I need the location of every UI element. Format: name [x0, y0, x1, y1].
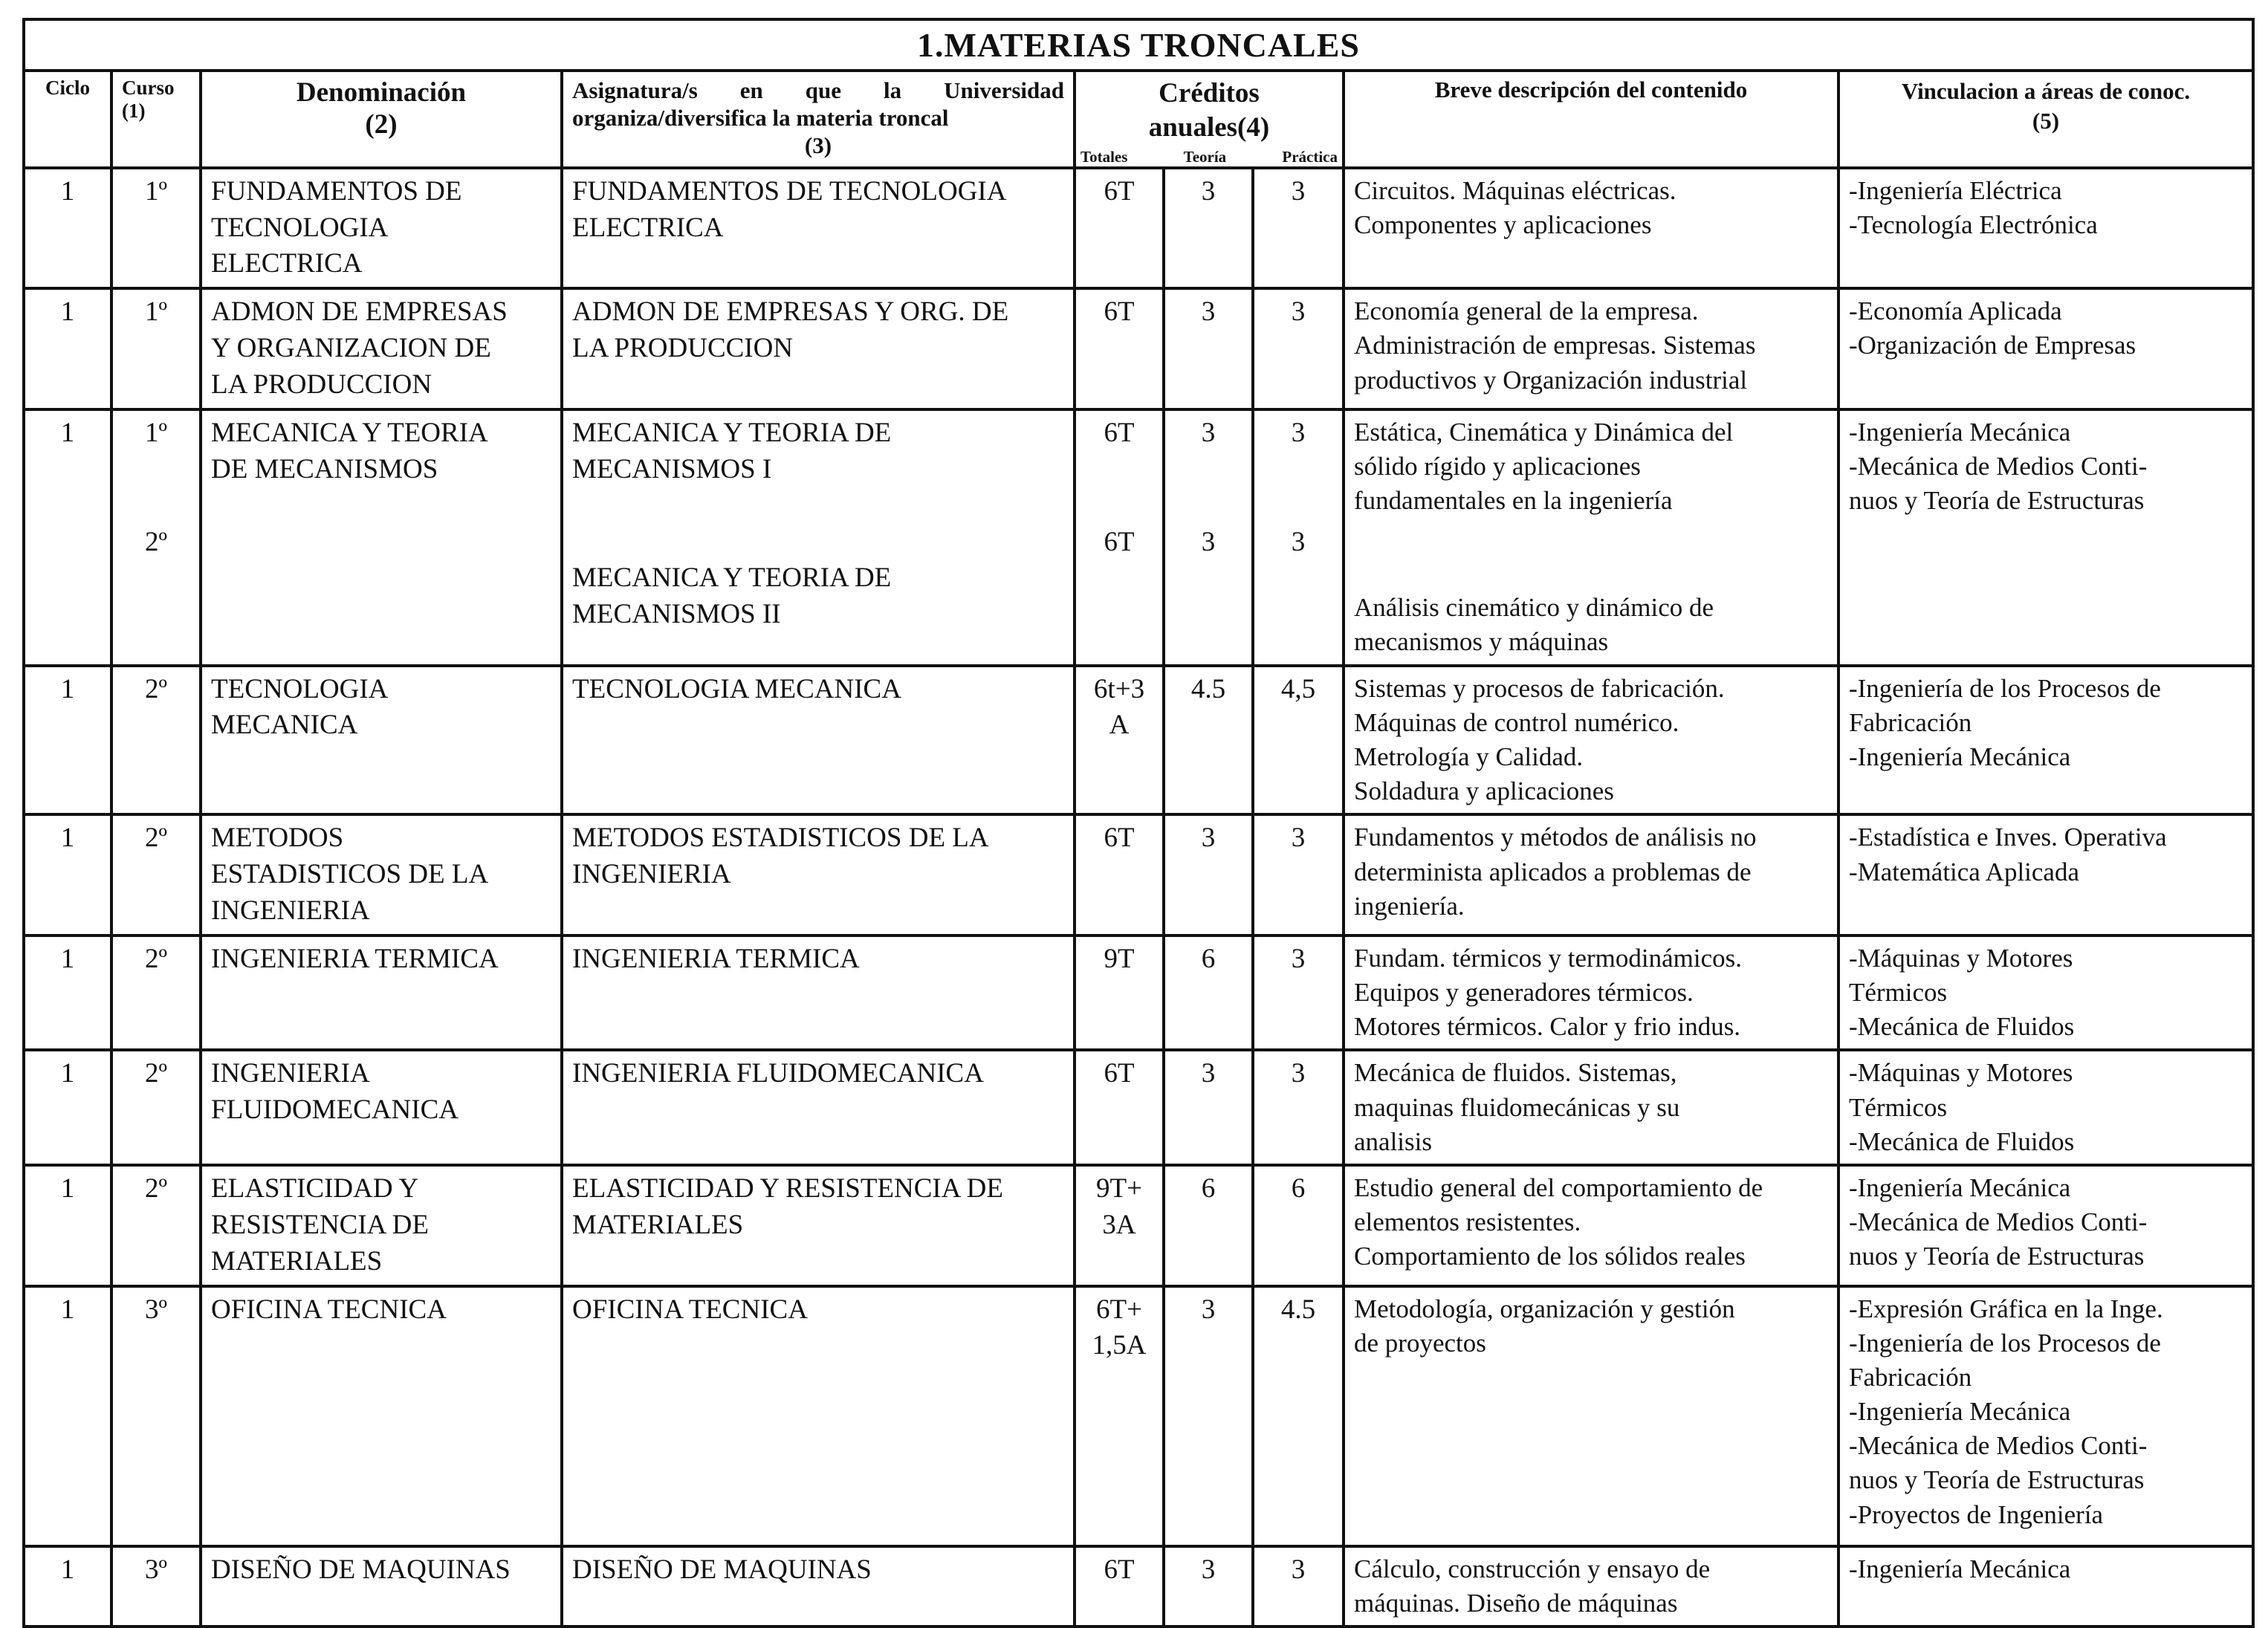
- cell-creditos-totales: [1075, 1165, 1164, 1285]
- asignatura-line: METODOS ESTADISTICOS DE LA: [572, 823, 989, 854]
- cell-creditos-totales: [1075, 1546, 1164, 1627]
- denominacion-line: FUNDAMENTOS DE: [211, 175, 462, 207]
- cell-creditos-teoria: [1164, 288, 1253, 409]
- descripcion-line: mecanismos y máquinas: [1354, 627, 1609, 657]
- descripcion-line: productivos y Organización industrial: [1354, 365, 1748, 395]
- sub-descripcion: [1354, 591, 1828, 659]
- practica-value: 6: [1291, 1173, 1306, 1204]
- asignatura-line: FUNDAMENTOS DE TECNOLOGIA: [572, 175, 1007, 207]
- header-denominacion-label: Denominación: [296, 77, 467, 108]
- vinculacion-line: -Economía Aplicada: [1849, 296, 2062, 326]
- asignatura-line: INGENIERIA TERMICA: [572, 943, 860, 974]
- totales-value: 6T+: [1096, 1294, 1142, 1325]
- cell-asignatura: [562, 814, 1075, 935]
- denominacion-line: INGENIERIA: [211, 1058, 370, 1089]
- teoria-value: 6: [1201, 943, 1216, 974]
- cell-curso: [111, 1286, 201, 1546]
- table-row: [24, 288, 2253, 409]
- sub-practica: [1257, 525, 1339, 561]
- asignatura-line: TECNOLOGIA MECANICA: [572, 673, 901, 704]
- vinculacion-line: -Organización de Empresas: [1849, 331, 2136, 360]
- asignatura-line: INGENIERIA FLUIDOMECANICA: [572, 1058, 984, 1089]
- header-creditos-subcolumns: [1076, 147, 1342, 166]
- cell-creditos-teoria: [1164, 1050, 1253, 1165]
- cell-creditos-totales: [1075, 409, 1164, 666]
- descripcion-line: fundamentales en la ingeniería: [1354, 486, 1673, 516]
- cell-creditos-practica: [1253, 1546, 1344, 1627]
- descripcion-line: Estática, Cinemática y Dinámica del: [1354, 417, 1734, 447]
- practica-value: 3: [1291, 175, 1306, 207]
- denominacion-line: DE MECANISMOS: [211, 453, 438, 484]
- table-row: [24, 1050, 2253, 1165]
- ciclo-value: 1: [60, 1294, 75, 1325]
- denominacion-line: MECANICA: [211, 710, 358, 741]
- cell-curso: [111, 1546, 201, 1627]
- header-curso-label: Curso: [122, 77, 175, 99]
- table-row: [24, 1165, 2253, 1285]
- descripcion-line: Fundamentos y métodos de análisis no: [1354, 823, 1757, 852]
- asignatura-line: INGENIERIA: [572, 859, 731, 890]
- cell-vinculacion: [1838, 288, 2253, 409]
- teoria-value: 3: [1201, 526, 1216, 557]
- table-body: [24, 168, 2253, 1627]
- vinculacion-line: -Matemática Aplicada: [1849, 857, 2079, 886]
- header-creditos: [1075, 71, 1344, 168]
- vinculacion-line: -Mecánica de Medios Conti-: [1849, 1207, 2148, 1237]
- denominacion-line: MATERIALES: [211, 1245, 383, 1277]
- header-curso-note: (1): [122, 100, 146, 122]
- vinculacion-line: Fabricación: [1849, 707, 1972, 737]
- cell-creditos-teoria: [1164, 1546, 1253, 1627]
- cell-descripcion: [1344, 288, 1838, 409]
- cell-vinculacion: [1838, 409, 2253, 666]
- cell-curso: [111, 935, 201, 1051]
- descripcion-line: de proyectos: [1354, 1328, 1486, 1358]
- cell-creditos-practica: [1253, 1050, 1344, 1165]
- vinculacion-line: nuos y Teoría de Estructuras: [1849, 1465, 2145, 1495]
- vinculacion-line: -Ingeniería Mecánica: [1849, 742, 2071, 772]
- cell-creditos-teoria: [1164, 935, 1253, 1051]
- descripcion-line: Estudio general del comportamiento de: [1354, 1173, 1763, 1203]
- cell-vinculacion: [1838, 814, 2253, 935]
- asignatura-line: MECANICA Y TEORIA DE: [572, 562, 892, 594]
- ciclo-value: 1: [60, 1554, 75, 1585]
- cell-descripcion: [1344, 1286, 1838, 1546]
- cell-creditos-totales: [1075, 1050, 1164, 1165]
- cell-descripcion: [1344, 1050, 1838, 1165]
- curso-value: 2º: [145, 1173, 167, 1204]
- denominacion-line: TECNOLOGIA: [211, 673, 389, 704]
- cell-creditos-practica: [1253, 409, 1344, 666]
- cell-asignatura: [562, 288, 1075, 409]
- header-asignatura-note: (3): [804, 132, 832, 159]
- cell-denominacion: [201, 288, 562, 409]
- descripcion-line: Equipos y generadores térmicos.: [1354, 978, 1694, 1008]
- vinculacion-line: -Ingeniería Mecánica: [1849, 1397, 2071, 1427]
- cell-asignatura: [562, 1050, 1075, 1165]
- descripcion-line: Economía general de la empresa.: [1354, 296, 1699, 326]
- totales-value: 1,5A: [1092, 1330, 1147, 1361]
- vinculacion-line: -Ingeniería de los Procesos de: [1849, 1328, 2161, 1358]
- practica-value: 3: [1291, 943, 1306, 974]
- vinculacion-line: -Máquinas y Motores: [1849, 1058, 2073, 1088]
- descripcion-line: Administración de empresas. Sistemas: [1354, 331, 1756, 360]
- header-teoria: Teoría: [1183, 147, 1227, 166]
- denominacion-line: INGENIERIA: [211, 895, 370, 927]
- cell-creditos-teoria: [1164, 666, 1253, 815]
- denominacion-line: ELECTRICA: [211, 248, 363, 279]
- table-row: [24, 814, 2253, 935]
- cell-curso: [111, 666, 201, 815]
- header-curso: [111, 71, 201, 168]
- descripcion-line: Cálculo, construcción y ensayo de: [1354, 1554, 1711, 1583]
- totales-value: 6T: [1104, 296, 1135, 328]
- descripcion-line: Metodología, organización y gestión: [1354, 1294, 1735, 1323]
- vinculacion-line: -Estadística e Inves. Operativa: [1849, 823, 2167, 852]
- cell-creditos-totales: [1075, 935, 1164, 1051]
- table-row: [24, 1286, 2253, 1546]
- document-page: [22, 18, 2252, 1628]
- header-vinculacion-note: (5): [2032, 108, 2060, 134]
- cell-vinculacion: [1838, 1546, 2253, 1627]
- cell-curso: [111, 814, 201, 935]
- header-row: [24, 71, 2253, 168]
- denominacion-line: ELASTICIDAD Y: [211, 1173, 419, 1204]
- ciclo-value: 1: [60, 673, 75, 704]
- cell-denominacion: [201, 1286, 562, 1546]
- practica-value: 3: [1291, 417, 1306, 448]
- cell-asignatura: [562, 1286, 1075, 1546]
- totales-value: 6T: [1104, 526, 1135, 557]
- totales-value: A: [1109, 710, 1130, 741]
- totales-value: 3A: [1102, 1209, 1136, 1240]
- descripcion-line: maquinas fluidomecánicas y su: [1354, 1092, 1680, 1122]
- descripcion-line: sólido rígido y aplicaciones: [1354, 451, 1641, 481]
- cell-creditos-totales: [1075, 288, 1164, 409]
- vinculacion-line: -Expresión Gráfica en la Inge.: [1849, 1294, 2163, 1323]
- denominacion-line: OFICINA TECNICA: [211, 1294, 447, 1325]
- practica-value: 3: [1291, 1554, 1306, 1585]
- descripcion-line: Máquinas de control numérico.: [1354, 707, 1679, 737]
- header-totales: Totales: [1080, 147, 1128, 166]
- table-row: [24, 168, 2253, 288]
- denominacion-line: LA PRODUCCION: [211, 369, 432, 400]
- cell-ciclo: [24, 409, 111, 666]
- denominacion-line: METODOS: [211, 823, 344, 854]
- ciclo-value: 1: [60, 417, 75, 448]
- cell-ciclo: [24, 1050, 111, 1165]
- header-ciclo-label: Ciclo: [45, 77, 90, 99]
- totales-value: 6T: [1104, 175, 1135, 207]
- descripcion-line: Motores térmicos. Calor y frio indus.: [1354, 1012, 1741, 1042]
- cell-creditos-practica: [1253, 168, 1344, 288]
- denominacion-line: DISEÑO DE MAQUINAS: [211, 1554, 511, 1585]
- vinculacion-line: -Máquinas y Motores: [1849, 943, 2073, 973]
- descripcion-line: determinista aplicados a problemas de: [1354, 857, 1752, 886]
- asignatura-line: MECANISMOS I: [572, 453, 772, 484]
- vinculacion-line: Térmicos: [1849, 1092, 1948, 1122]
- vinculacion-line: -Ingeniería de los Procesos de: [1849, 673, 2161, 703]
- sub-curso: [122, 525, 190, 561]
- cell-creditos-teoria: [1164, 409, 1253, 666]
- cell-curso: [111, 1050, 201, 1165]
- denominacion-line: FLUIDOMECANICA: [211, 1094, 459, 1126]
- header-asignatura-label: Asignatura/s en que la Universidad organiza/diversifica la materia troncal: [572, 77, 1064, 132]
- vinculacion-line: -Mecánica de Fluidos: [1849, 1126, 2075, 1156]
- cell-curso: [111, 168, 201, 288]
- practica-value: 4,5: [1280, 673, 1316, 704]
- cell-denominacion: [201, 1050, 562, 1165]
- vinculacion-line: -Ingeniería Eléctrica: [1849, 175, 2062, 205]
- cell-ciclo: [24, 935, 111, 1051]
- cell-curso: [111, 288, 201, 409]
- cell-descripcion: [1344, 409, 1838, 666]
- curso-value: 1º: [145, 296, 167, 328]
- sub-asignatura: [572, 560, 1064, 633]
- denominacion-line: RESISTENCIA DE: [211, 1209, 429, 1240]
- cell-ciclo: [24, 1286, 111, 1546]
- cell-creditos-teoria: [1164, 168, 1253, 288]
- cell-descripcion: [1344, 814, 1838, 935]
- asignatura-line: DISEÑO DE MAQUINAS: [572, 1554, 872, 1585]
- cell-vinculacion: [1838, 1165, 2253, 1285]
- practica-value: 3: [1291, 823, 1306, 854]
- cell-ciclo: [24, 288, 111, 409]
- asignatura-line: ADMON DE EMPRESAS Y ORG. DE: [572, 296, 1009, 328]
- curso-value: 2º: [145, 526, 167, 557]
- curso-value: 1º: [145, 175, 167, 207]
- descripcion-line: analisis: [1354, 1126, 1432, 1156]
- cell-asignatura: [562, 1546, 1075, 1627]
- cell-ciclo: [24, 666, 111, 815]
- table-row: [24, 935, 2253, 1051]
- cell-creditos-teoria: [1164, 1286, 1253, 1546]
- asignatura-line: MATERIALES: [572, 1209, 744, 1240]
- cell-creditos-practica: [1253, 814, 1344, 935]
- totales-value: 6T: [1104, 417, 1135, 448]
- practica-value: 3: [1291, 526, 1306, 557]
- asignatura-line: ELASTICIDAD Y RESISTENCIA DE: [572, 1173, 1003, 1204]
- descripcion-line: ingeniería.: [1354, 891, 1465, 921]
- cell-curso: [111, 1165, 201, 1285]
- descripcion-line: Sistemas y procesos de fabricación.: [1354, 673, 1725, 703]
- practica-value: 4.5: [1280, 1294, 1316, 1325]
- cell-denominacion: [201, 666, 562, 815]
- cell-vinculacion: [1838, 935, 2253, 1051]
- vinculacion-line: Fabricación: [1849, 1362, 1972, 1392]
- cell-descripcion: [1344, 168, 1838, 288]
- teoria-value: 3: [1201, 1554, 1216, 1585]
- header-vinculacion: [1838, 71, 2253, 168]
- asignatura-line: ELECTRICA: [572, 212, 724, 243]
- cell-ciclo: [24, 1165, 111, 1285]
- cell-vinculacion: [1838, 666, 2253, 815]
- header-descripcion: [1344, 71, 1838, 168]
- sub-teoria: [1168, 525, 1248, 561]
- vinculacion-line: nuos y Teoría de Estructuras: [1849, 1242, 2145, 1271]
- cell-vinculacion: [1838, 1050, 2253, 1165]
- header-practica: Práctica: [1282, 147, 1338, 166]
- cell-denominacion: [201, 814, 562, 935]
- cell-vinculacion: [1838, 168, 2253, 288]
- teoria-value: 6: [1201, 1173, 1216, 1204]
- cell-creditos-totales: [1075, 1286, 1164, 1546]
- cell-creditos-totales: [1075, 168, 1164, 288]
- header-creditos-anuales: anuales(4): [1148, 112, 1270, 143]
- teoria-value: 3: [1201, 175, 1216, 207]
- header-denominacion: [201, 71, 562, 168]
- totales-value: 9T: [1104, 943, 1135, 974]
- descripcion-line: Fundam. térmicos y termodinámicos.: [1354, 943, 1742, 973]
- cell-descripcion: [1344, 1165, 1838, 1285]
- curso-value: 3º: [145, 1294, 167, 1325]
- cell-asignatura: [562, 1165, 1075, 1285]
- cell-denominacion: [201, 1546, 562, 1627]
- vinculacion-line: -Proyectos de Ingeniería: [1849, 1499, 2104, 1529]
- vinculacion-line: -Ingeniería Mecánica: [1849, 1173, 2071, 1203]
- cell-descripcion: [1344, 1546, 1838, 1627]
- cell-asignatura: [562, 168, 1075, 288]
- cell-asignatura: [562, 666, 1075, 815]
- header-descripcion-label: Breve descripción del contenido: [1434, 77, 1748, 103]
- denominacion-line: INGENIERIA TERMICA: [211, 943, 499, 974]
- asignatura-line: MECANISMOS II: [572, 599, 781, 630]
- cell-ciclo: [24, 168, 111, 288]
- descripcion-line: Análisis cinemático y dinámico de: [1354, 593, 1714, 623]
- totales-value: 6T: [1104, 1058, 1135, 1089]
- practica-value: 3: [1291, 1058, 1306, 1089]
- asignatura-line: MECANICA Y TEORIA DE: [572, 417, 892, 448]
- practica-value: 3: [1291, 296, 1306, 328]
- vinculacion-line: -Tecnología Electrónica: [1849, 210, 2098, 239]
- denominacion-line: ADMON DE EMPRESAS: [211, 296, 508, 328]
- descripcion-line: Componentes y aplicaciones: [1354, 210, 1652, 239]
- header-creditos-label: Créditos: [1159, 78, 1260, 108]
- descripcion-line: elementos resistentes.: [1354, 1207, 1581, 1237]
- vinculacion-line: nuos y Teoría de Estructuras: [1849, 486, 2145, 516]
- header-asignatura: [562, 71, 1075, 168]
- ciclo-value: 1: [60, 1058, 75, 1089]
- cell-creditos-practica: [1253, 1165, 1344, 1285]
- cell-denominacion: [201, 409, 562, 666]
- vinculacion-line: -Mecánica de Medios Conti-: [1849, 1431, 2148, 1461]
- descripcion-line: Comportamiento de los sólidos reales: [1354, 1242, 1746, 1271]
- cell-creditos-practica: [1253, 666, 1344, 815]
- vinculacion-line: Térmicos: [1849, 978, 1948, 1008]
- curso-value: 2º: [145, 1058, 167, 1089]
- cell-creditos-practica: [1253, 1286, 1344, 1546]
- totales-value: 6t+3: [1093, 673, 1145, 704]
- denominacion-line: TECNOLOGIA: [211, 212, 389, 243]
- curso-value: 2º: [145, 673, 167, 704]
- cell-creditos-teoria: [1164, 1165, 1253, 1285]
- cell-descripcion: [1344, 666, 1838, 815]
- cell-descripcion: [1344, 935, 1838, 1051]
- descripcion-line: Mecánica de fluidos. Sistemas,: [1354, 1058, 1677, 1088]
- asignatura-line: OFICINA TECNICA: [572, 1294, 808, 1325]
- materias-troncales-table: [22, 18, 2255, 1628]
- ciclo-value: 1: [60, 175, 75, 207]
- header-ciclo: [24, 71, 111, 168]
- cell-curso: [111, 409, 201, 666]
- descripcion-line: Metrología y Calidad.: [1354, 742, 1584, 772]
- totales-value: 6T: [1104, 823, 1135, 854]
- vinculacion-line: -Ingeniería Mecánica: [1849, 417, 2071, 447]
- ciclo-value: 1: [60, 823, 75, 854]
- descripcion-line: máquinas. Diseño de máquinas: [1354, 1588, 1678, 1618]
- asignatura-line: LA PRODUCCION: [572, 333, 794, 364]
- curso-value: 1º: [145, 417, 167, 448]
- cell-vinculacion: [1838, 1286, 2253, 1546]
- teoria-value: 3: [1201, 296, 1216, 328]
- teoria-value: 3: [1201, 823, 1216, 854]
- vinculacion-line: -Ingeniería Mecánica: [1849, 1554, 2071, 1583]
- table-row: [24, 666, 2253, 815]
- cell-denominacion: [201, 168, 562, 288]
- table-row: [24, 409, 2253, 666]
- denominacion-line: MECANICA Y TEORIA: [211, 417, 488, 448]
- cell-creditos-practica: [1253, 935, 1344, 1051]
- cell-creditos-teoria: [1164, 814, 1253, 935]
- descripcion-line: Circuitos. Máquinas eléctricas.: [1354, 175, 1676, 205]
- cell-denominacion: [201, 935, 562, 1051]
- cell-creditos-practica: [1253, 288, 1344, 409]
- table-title: 1.MATERIAS TRONCALES: [24, 19, 2253, 71]
- ciclo-value: 1: [60, 296, 75, 328]
- curso-value: 2º: [145, 823, 167, 854]
- vinculacion-line: -Mecánica de Medios Conti-: [1849, 451, 2148, 481]
- curso-value: 2º: [145, 943, 167, 974]
- teoria-value: 3: [1201, 1058, 1216, 1089]
- denominacion-line: ESTADISTICOS DE LA: [211, 859, 489, 890]
- cell-creditos-totales: [1075, 814, 1164, 935]
- ciclo-value: 1: [60, 943, 75, 974]
- cell-asignatura: [562, 409, 1075, 666]
- header-vinculacion-label: Vinculacion a áreas de conoc.: [1901, 78, 2191, 104]
- cell-creditos-totales: [1075, 666, 1164, 815]
- cell-ciclo: [24, 814, 111, 935]
- totales-value: 9T+: [1096, 1173, 1142, 1204]
- header-denominacion-note: (2): [365, 109, 398, 140]
- vinculacion-line: -Mecánica de Fluidos: [1849, 1012, 2075, 1042]
- teoria-value: 3: [1201, 417, 1216, 448]
- table-row: [24, 1546, 2253, 1627]
- cell-asignatura: [562, 935, 1075, 1051]
- ciclo-value: 1: [60, 1173, 75, 1204]
- totales-value: 6T: [1104, 1554, 1135, 1585]
- cell-ciclo: [24, 1546, 111, 1627]
- denominacion-line: Y ORGANIZACION DE: [211, 333, 491, 364]
- teoria-value: 3: [1201, 1294, 1216, 1325]
- sub-totales: [1079, 525, 1159, 561]
- teoria-value: 4.5: [1190, 673, 1226, 704]
- curso-value: 3º: [145, 1554, 167, 1585]
- descripcion-line: Soldadura y aplicaciones: [1354, 776, 1614, 806]
- cell-denominacion: [201, 1165, 562, 1285]
